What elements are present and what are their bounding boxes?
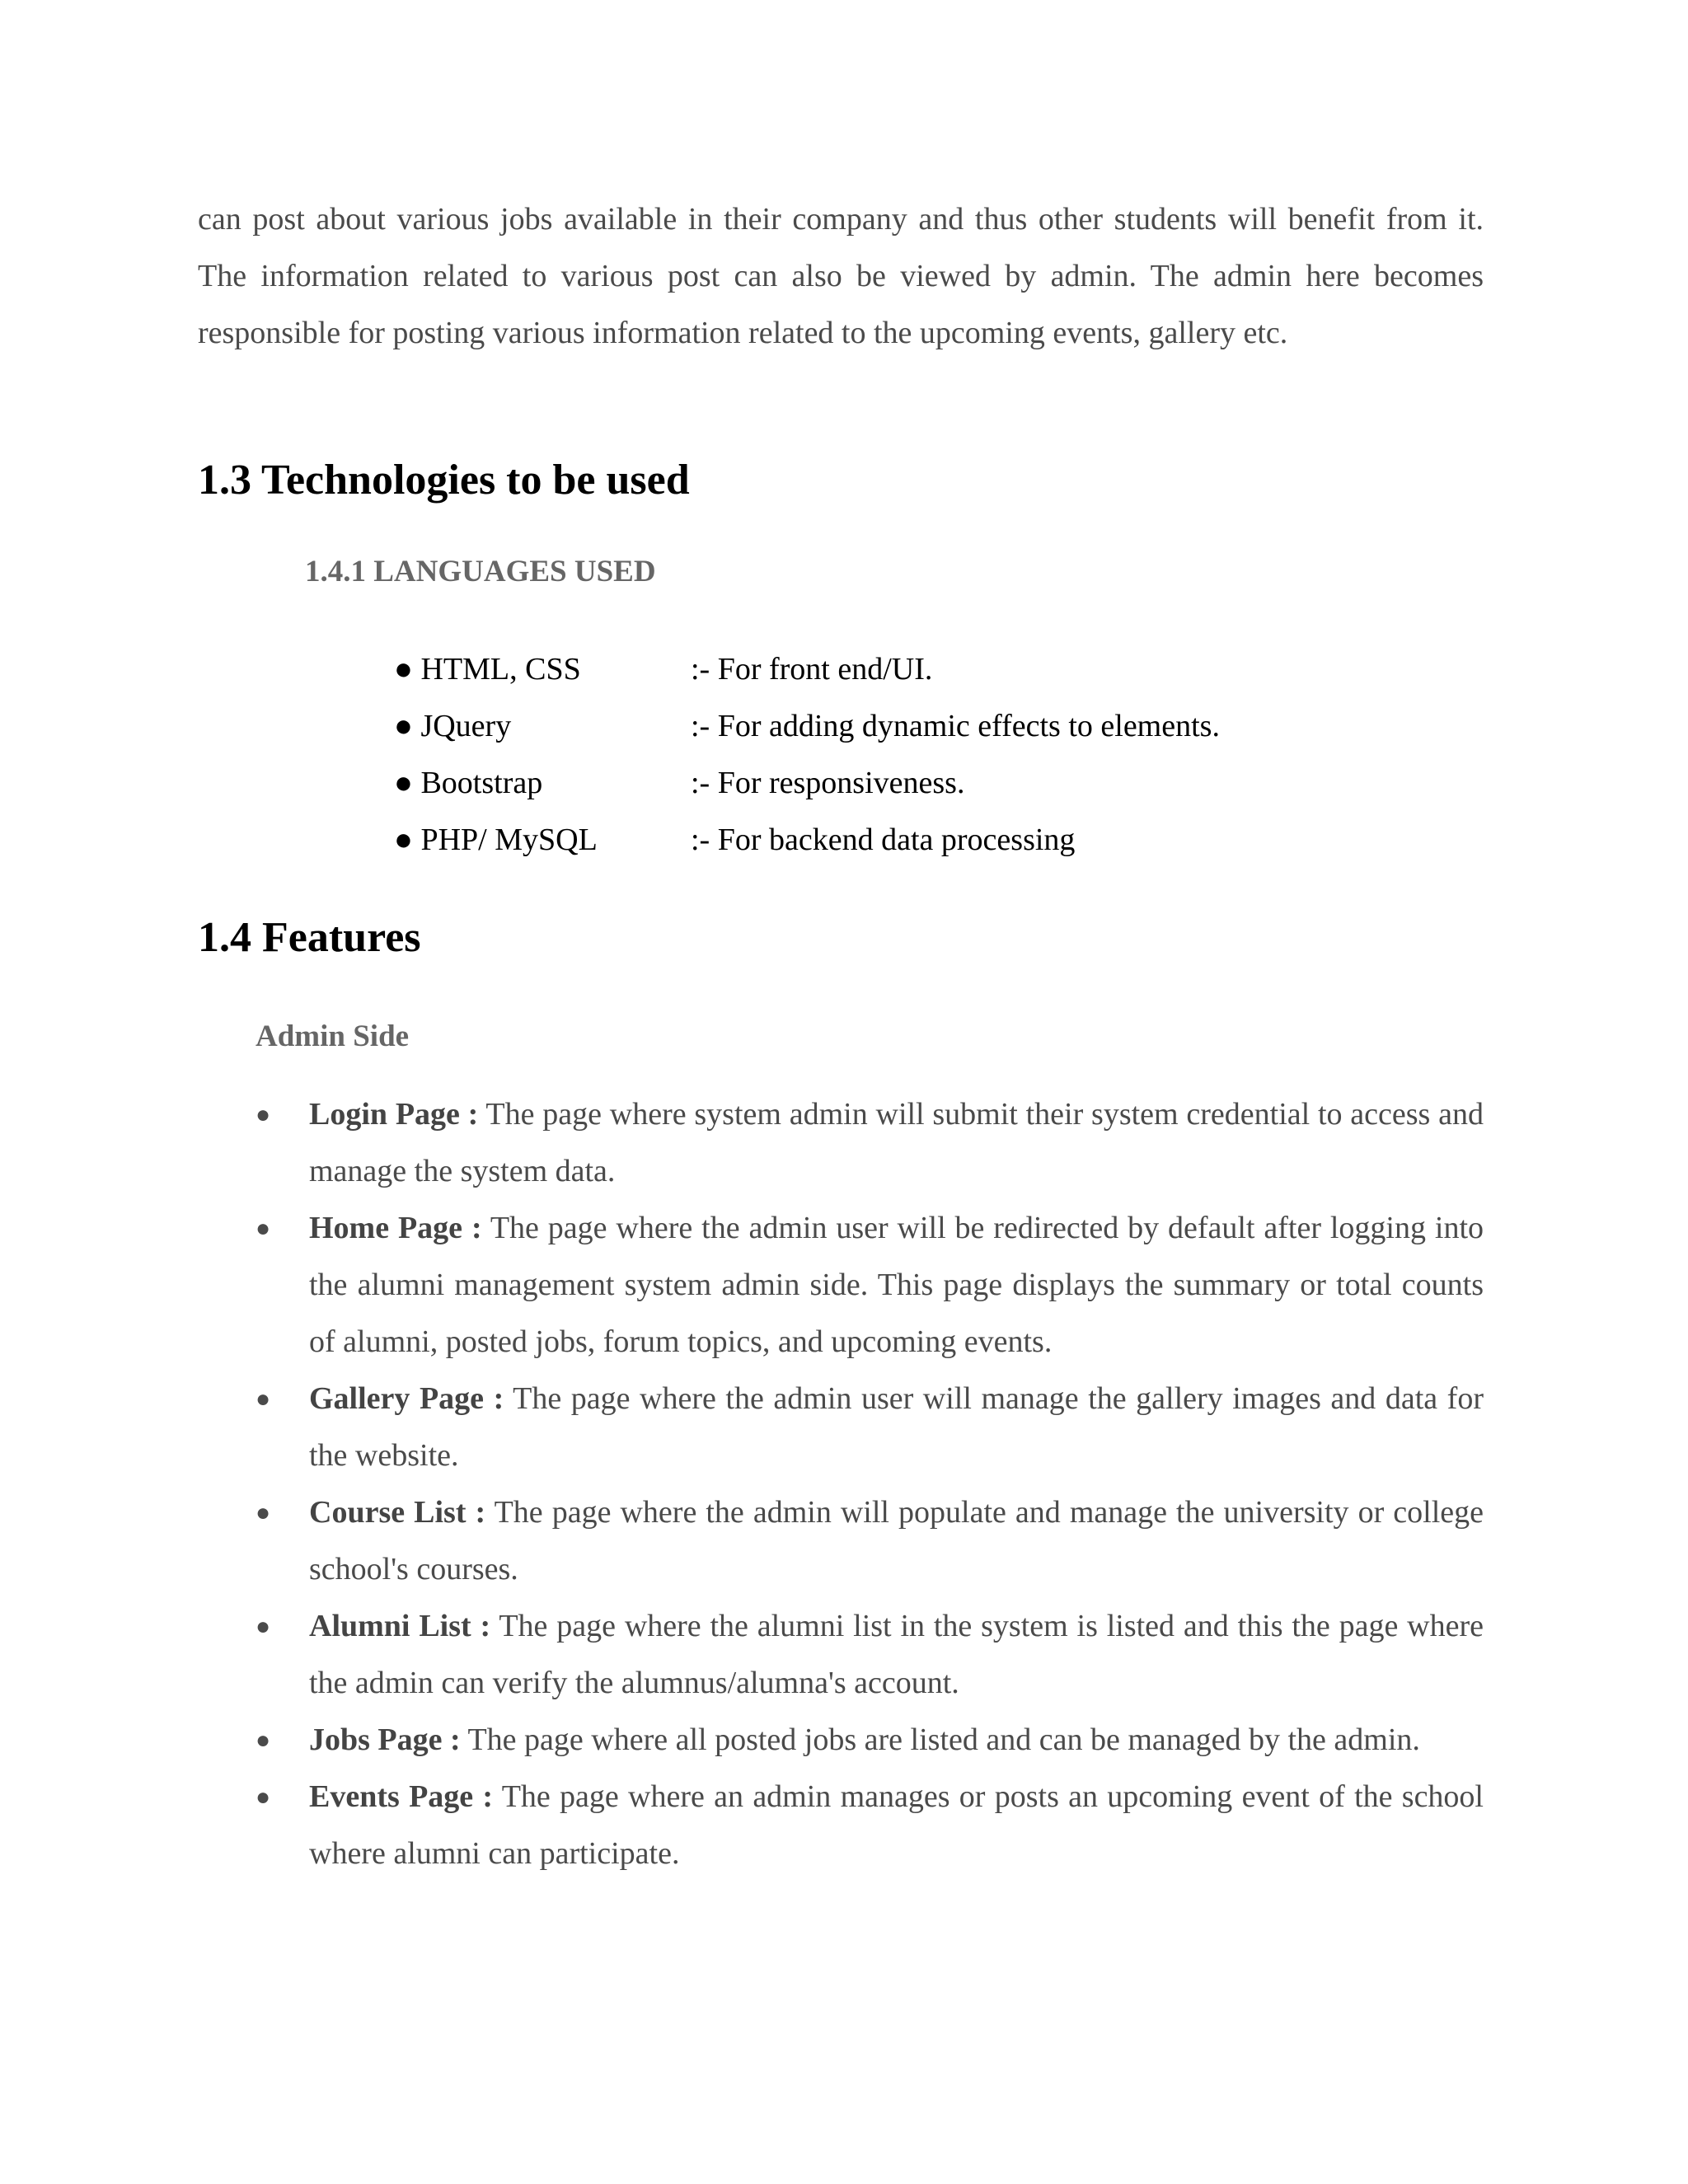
languages-list bbox=[394, 641, 1220, 869]
language-name: ● HTML, CSS bbox=[394, 652, 581, 687]
admin-side-subheading: Admin Side bbox=[256, 1019, 410, 1053]
feature-title: Home Page : bbox=[309, 1211, 482, 1245]
language-item bbox=[394, 755, 1220, 812]
feature-text: The page where the alumni list in the system is listed and this the page where the admin can verify the alumnus/alumna's account. bbox=[309, 1609, 1484, 1700]
features-list bbox=[256, 1086, 1484, 1882]
feature-title: Gallery Page : bbox=[309, 1381, 504, 1416]
intro-paragraph: can post about various jobs available in their company and thus other students will benefit from it. The information related to various post can also be viewed by admin. The admin here becomes responsible for posting various information related to the upcoming events, gallery etc. bbox=[198, 202, 1484, 350]
bullet-icon: ● bbox=[256, 1215, 271, 1242]
feature-item-jobs bbox=[256, 1712, 1484, 1769]
feature-text: The page where the admin user will be redirected by default after logging into the alumni management system admin side. This page displays the summary or total counts of alumni, posted jobs, forum topics, and upcoming events. bbox=[309, 1211, 1484, 1359]
language-item bbox=[394, 641, 1220, 698]
feature-item-alumni-list bbox=[256, 1598, 1484, 1712]
feature-title: Course List : bbox=[309, 1495, 486, 1530]
feature-item-events bbox=[256, 1769, 1484, 1882]
language-item bbox=[394, 698, 1220, 755]
language-description: :- For backend data processing bbox=[691, 823, 1076, 857]
feature-text: The page where the admin user will manage the gallery images and data for the website. bbox=[309, 1381, 1484, 1473]
bullet-icon: ● bbox=[394, 652, 413, 687]
feature-item-login bbox=[256, 1086, 1484, 1200]
language-description: :- For adding dynamic effects to elements. bbox=[691, 709, 1220, 743]
bullet-icon: ● bbox=[256, 1101, 271, 1128]
feature-item-home bbox=[256, 1200, 1484, 1371]
feature-title: Jobs Page : bbox=[309, 1722, 461, 1757]
feature-text: The page where all posted jobs are listed and can be managed by the admin. bbox=[460, 1722, 1420, 1757]
bullet-icon: ● bbox=[256, 1727, 271, 1754]
language-description: :- For front end/UI. bbox=[691, 652, 933, 687]
bullet-icon: ● bbox=[256, 1385, 271, 1413]
feature-title: Events Page : bbox=[309, 1779, 494, 1814]
feature-item-course-list bbox=[256, 1484, 1484, 1598]
feature-text: The page where the admin will populate and manage the university or college school's courses. bbox=[309, 1495, 1484, 1586]
language-name: ● JQuery bbox=[394, 709, 512, 743]
feature-item-gallery bbox=[256, 1371, 1484, 1484]
bullet-icon: ● bbox=[394, 766, 413, 800]
language-description: :- For responsiveness. bbox=[691, 766, 965, 800]
bullet-icon: ● bbox=[394, 823, 413, 857]
bullet-icon: ● bbox=[394, 709, 413, 743]
features-heading: 1.4 Features bbox=[198, 914, 421, 961]
feature-title: Alumni List : bbox=[309, 1609, 491, 1643]
feature-title: Login Page : bbox=[309, 1097, 479, 1132]
language-name: ● PHP/ MySQL bbox=[394, 823, 598, 857]
feature-text: The page where an admin manages or posts an upcoming event of the school where alumni can participate. bbox=[309, 1779, 1484, 1871]
feature-text: The page where system admin will submit their system credential to access and manage the system data. bbox=[309, 1097, 1484, 1188]
technologies-heading: 1.3 Technologies to be used bbox=[198, 457, 690, 504]
bullet-icon: ● bbox=[256, 1499, 271, 1526]
bullet-icon: ● bbox=[256, 1783, 271, 1811]
language-item bbox=[394, 812, 1220, 869]
bullet-icon: ● bbox=[256, 1613, 271, 1640]
language-name: ● Bootstrap bbox=[394, 766, 543, 800]
languages-subheading: 1.4.1 LANGUAGES USED bbox=[305, 555, 656, 588]
